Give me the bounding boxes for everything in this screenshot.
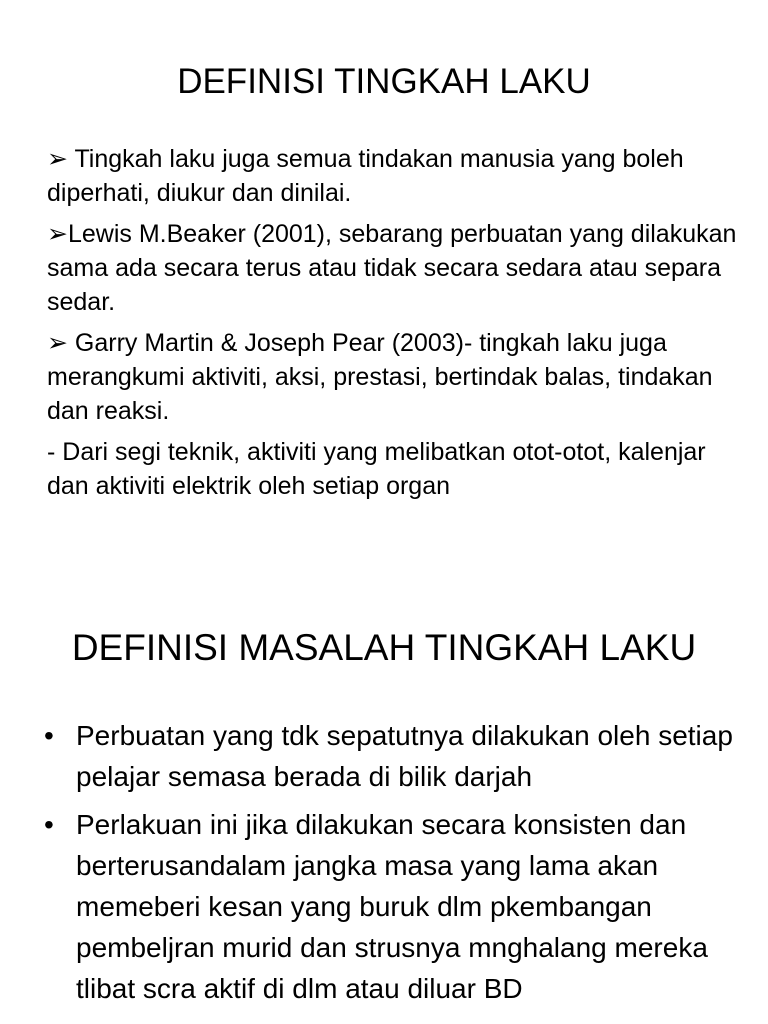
definition-paragraph xyxy=(47,326,737,428)
paragraph-text: Garry Martin & Joseph Pear (2003)- tingkah laku juga merangkumi aktiviti, aksi, prestasi, bertindak balas, tindakan dan reaksi. xyxy=(47,329,713,425)
bullet-text: Perbuatan yang tdk sepatutnya dilakukan oleh setiap pelajar semasa berada di bilik darjah xyxy=(76,720,733,792)
slide-title: DEFINISI MASALAH TINGKAH LAKU xyxy=(71,627,697,668)
paragraph-text: - Dari segi teknik, aktiviti yang melibatkan otot-otot, kalenjar dan aktiviti elektrik oleh setiap organ xyxy=(47,438,706,500)
list-item xyxy=(44,804,734,1009)
paragraph-text: Lewis M.Beaker (2001), sebarang perbuatan yang dilakukan sama ada secara terus atau tidak secara sedara atau separa sedar. xyxy=(47,220,737,316)
bullet-text: Perlakuan ini jika dilakukan secara konsisten dan berterusandalam jangka masa yang lama akan memeberi kesan yang buruk dlm pkembangan pembeljran murid dan strusnya mnghalang mereka tlibat scra aktif di dlm atau diluar BD xyxy=(76,809,708,1004)
definition-paragraph xyxy=(47,142,737,210)
arrow-bullet-icon: ➢ xyxy=(47,145,75,173)
definition-paragraph xyxy=(47,217,737,319)
bullet-dot-icon: • xyxy=(44,809,54,840)
arrow-bullet-icon: ➢ xyxy=(47,329,75,357)
arrow-bullet-icon: ➢ xyxy=(47,220,68,248)
definition-paragraphs xyxy=(47,142,737,510)
definition-paragraph xyxy=(47,435,737,503)
problem-bullet-list xyxy=(44,715,734,1016)
bullet-dot-icon: • xyxy=(44,720,54,751)
slide-title: DEFINISI TINGKAH LAKU xyxy=(177,62,591,101)
list-item xyxy=(44,715,734,797)
paragraph-text: Tingkah laku juga semua tindakan manusia yang boleh diperhati, diukur dan dinilai. xyxy=(47,145,684,207)
